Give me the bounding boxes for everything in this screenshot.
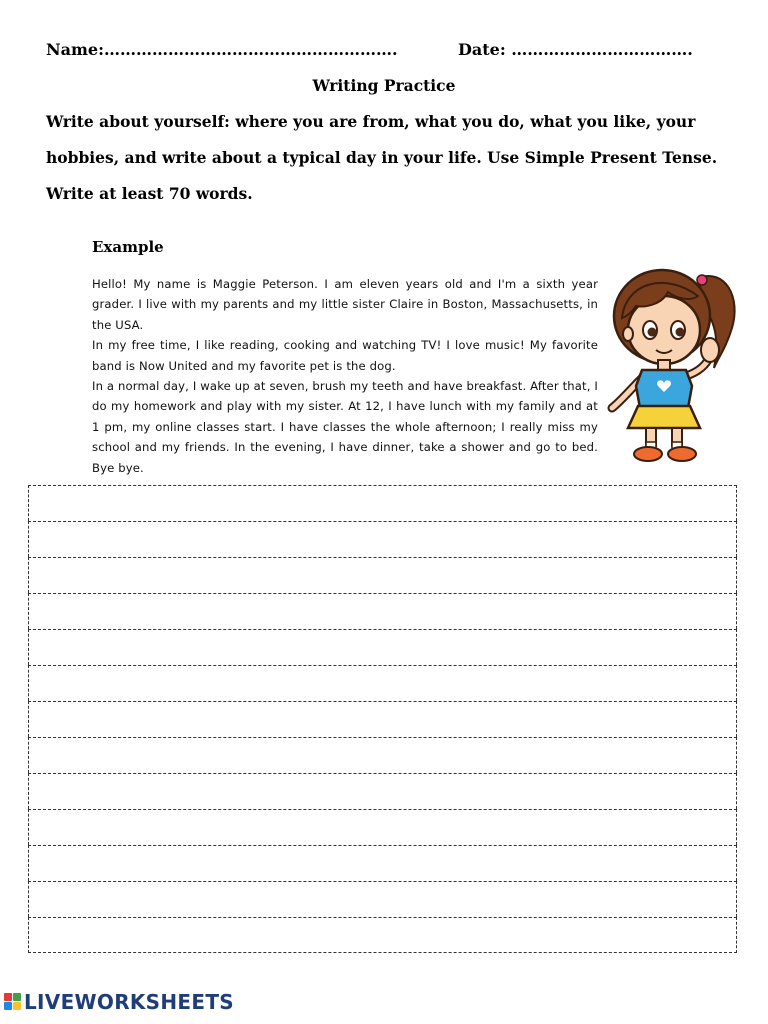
- writing-lines[interactable]: [28, 485, 737, 953]
- writing-line[interactable]: [28, 881, 737, 917]
- name-field[interactable]: [46, 40, 398, 59]
- writing-line[interactable]: [28, 593, 737, 629]
- writing-line[interactable]: [28, 485, 737, 521]
- name-label: Name:: [46, 40, 105, 59]
- example-paragraph: Hello! My name is Maggie Peterson. I am eleven years old and I'm a sixth year grader. I live with my parents and my little sister Claire in Boston, Massachusetts, in the USA.: [92, 277, 598, 332]
- liveworksheets-logo-icon: [4, 993, 22, 1011]
- example-paragraph: In my free time, I like reading, cooking and watching TV! I love music! My favorite band is Now United and my favorite pet is the dog.: [92, 338, 598, 373]
- example-text: [92, 274, 598, 478]
- writing-line[interactable]: [28, 773, 737, 809]
- date-label: Date:: [458, 40, 506, 59]
- date-blank[interactable]: …………………………….: [511, 40, 693, 59]
- writing-line[interactable]: [28, 917, 737, 953]
- girl-illustration: [606, 258, 742, 468]
- instruction-line: Write about yourself: where you are from, what you do, what you like, your: [46, 112, 696, 131]
- girl-waving-icon: [606, 258, 742, 468]
- worksheet-title: Writing Practice: [312, 76, 456, 95]
- date-field[interactable]: [458, 40, 693, 59]
- name-blank[interactable]: ……………………………………………….: [104, 40, 398, 59]
- writing-line[interactable]: [28, 557, 737, 593]
- example-paragraph: In a normal day, I wake up at seven, brush my teeth and have breakfast. After that, I do my homework and play with my sister. At 12, I have lunch with my family and at 1 pm, my online classes start. I have classes the whole afternoon; I really miss my school and my friends. In the evening, I have dinner, take a shower and go to bed. Bye bye.: [92, 379, 598, 475]
- footer: [4, 990, 234, 1014]
- brand-name: LIVEWORKSHEETS: [24, 990, 235, 1014]
- writing-line[interactable]: [28, 629, 737, 665]
- instructions: [46, 104, 736, 212]
- example-heading: Example: [92, 238, 164, 256]
- writing-line[interactable]: [28, 809, 737, 845]
- writing-line[interactable]: [28, 521, 737, 557]
- writing-line[interactable]: [28, 737, 737, 773]
- writing-line[interactable]: [28, 845, 737, 881]
- writing-line[interactable]: [28, 701, 737, 737]
- writing-line[interactable]: [28, 665, 737, 701]
- instruction-line: Write at least 70 words.: [46, 184, 253, 203]
- header-row: [46, 40, 726, 64]
- instruction-line: hobbies, and write about a typical day in your life. Use Simple Present Tense.: [46, 148, 718, 167]
